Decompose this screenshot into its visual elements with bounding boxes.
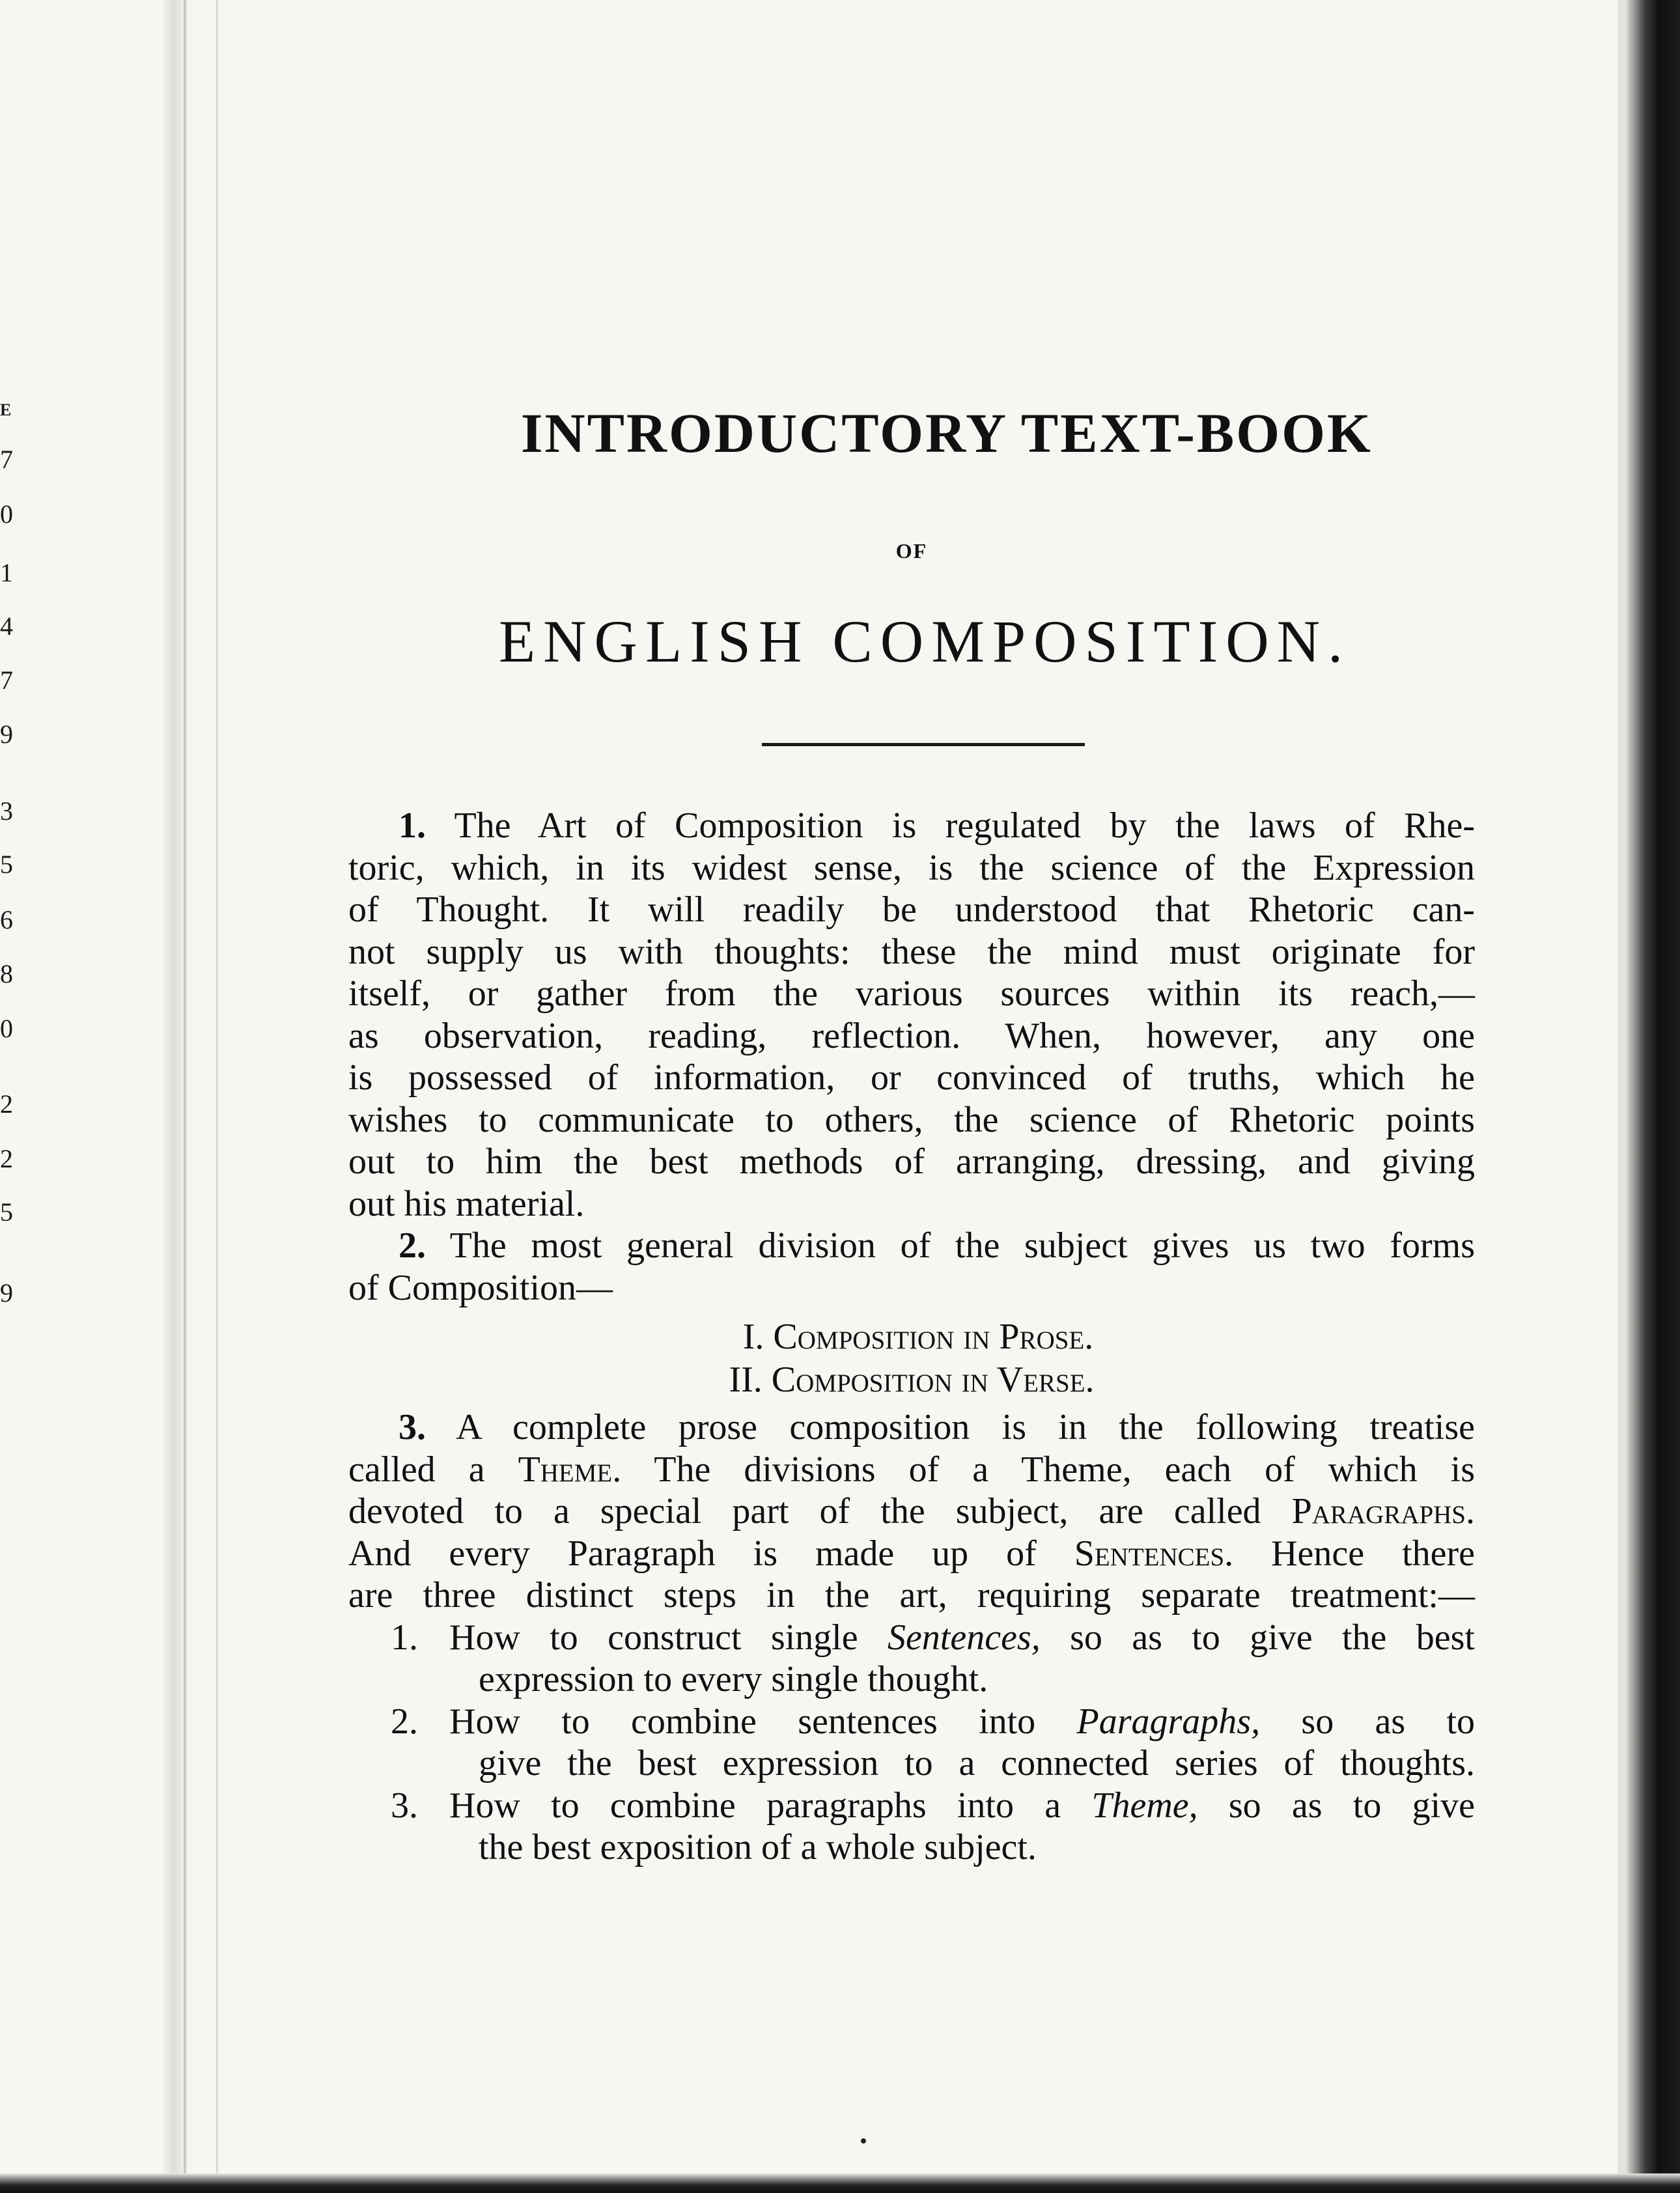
form-label: Composition in Prose. [773, 1317, 1094, 1357]
composition-forms [348, 1315, 1475, 1401]
line-text: so as to give [1197, 1785, 1475, 1826]
line-text: And every Paragraph is made up of [348, 1533, 1074, 1574]
fragment-char: 6 [0, 905, 13, 934]
term-emphasis: Paragraphs, [1076, 1701, 1261, 1742]
text-line [449, 1785, 1475, 1827]
text-line: wishes to communicate to others, the science of Rhetoric points [348, 1099, 1475, 1140]
title-rule [762, 743, 1085, 746]
term-emphasis: Sentences, [887, 1617, 1041, 1658]
text-line: give the best expression to a connected series of thoughts. [479, 1743, 1475, 1783]
body-text [348, 805, 1475, 1869]
term-emphasis: Theme, [1091, 1785, 1198, 1826]
fragment-char: 8 [0, 959, 13, 988]
form-item [348, 1315, 1475, 1358]
text-line: out his material. [348, 1183, 585, 1224]
line-text: . [1466, 1491, 1475, 1531]
paragraph-3 [348, 1406, 1475, 1617]
line-text: . Hence there [1224, 1533, 1475, 1574]
paragraph-number: 3. [399, 1407, 426, 1447]
text-line: as observation, reading, reflection. When, however, any one [348, 1015, 1475, 1056]
line-text: How to combine sentences into [449, 1701, 1077, 1742]
line-text: so as to [1260, 1701, 1476, 1742]
line-text: How to combine paragraphs into a [449, 1785, 1092, 1826]
fragment-char: 2 [0, 1089, 13, 1119]
fragment-char: 2 [0, 1144, 13, 1173]
book-subtitle: ENGLISH COMPOSITION. [498, 608, 1351, 675]
text-line: the best exposition of a whole subject. [479, 1827, 1037, 1867]
fragment-char: 5 [0, 850, 13, 879]
text-line [348, 1225, 1475, 1267]
line-text: A complete prose composition is in the following treatise [456, 1407, 1475, 1447]
text-line [348, 1490, 1475, 1533]
binding-line [184, 0, 186, 2193]
step-number: 1. [391, 1617, 418, 1658]
line-text: called a [348, 1449, 518, 1490]
form-number: II. [729, 1360, 763, 1400]
text-line: of Composition— [348, 1267, 613, 1308]
text-line [449, 1701, 1475, 1743]
fragment-char: 0 [0, 1014, 13, 1043]
paragraph-number: 2. [399, 1225, 426, 1266]
page-edge-right [1627, 0, 1680, 2193]
text-line [348, 805, 1475, 847]
fragment-char: 1 [0, 558, 13, 587]
step-item [348, 1701, 1475, 1785]
line-text: devoted to a special part of the subject, are called [348, 1491, 1292, 1531]
text-line: is possessed of information, or convinced of truths, which he [348, 1057, 1475, 1098]
fragment-char: 7 [0, 665, 13, 695]
fragment-char: 4 [0, 611, 13, 641]
text-line: out to him the best methods of arranging, dressing, and giving [348, 1141, 1475, 1182]
fragment-char: E [0, 400, 12, 419]
fragment-char: 7 [0, 445, 13, 474]
text-line: are three distinct steps in the art, requiring separate treatment:— [348, 1575, 1475, 1615]
binding-shadow [161, 0, 191, 2193]
step-number: 3. [391, 1785, 418, 1826]
form-label: Composition in Verse. [771, 1360, 1095, 1400]
binding-line-inner [216, 0, 218, 2193]
form-item [348, 1358, 1475, 1401]
term-paragraphs: Paragraphs [1291, 1491, 1466, 1531]
step-number: 2. [391, 1701, 418, 1742]
fragment-char: 9 [0, 1278, 13, 1307]
line-text: The Art of Composition is regulated by the laws of Rhe- [454, 805, 1475, 846]
fragment-char: 9 [0, 719, 13, 749]
title-connector: OF [895, 539, 928, 563]
page-edge-highlight [1617, 0, 1627, 2193]
fragment-char: 3 [0, 796, 13, 826]
term-theme: Theme [518, 1449, 613, 1490]
text-line [348, 1533, 1475, 1575]
step-item [348, 1617, 1475, 1701]
page-edge-bottom [0, 2173, 1680, 2193]
line-text: How to construct single [449, 1617, 888, 1658]
line-text: . The divisions of a Theme, each of which is [612, 1449, 1476, 1490]
term-sentences: Sentences [1074, 1533, 1225, 1574]
text-line: expression to every single thought. [479, 1659, 988, 1699]
form-number: I. [742, 1317, 764, 1357]
line-text: The most general division of the subject gives us two forms [449, 1225, 1475, 1266]
text-line: toric, which, in its widest sense, is the science of the Expression [348, 847, 1475, 888]
fragment-char: 5 [0, 1197, 13, 1227]
text-line [449, 1617, 1475, 1659]
text-line [348, 1449, 1475, 1491]
paragraph-1 [348, 805, 1475, 1225]
step-item [348, 1785, 1475, 1869]
paragraph-number: 1. [399, 805, 426, 846]
ink-speck [861, 2138, 866, 2144]
book-title: INTRODUCTORY TEXT-BOOK [521, 402, 1373, 464]
text-line: itself, or gather from the various sources within its reach,— [348, 973, 1475, 1014]
text-line: not supply us with thoughts: these the mind must originate for [348, 931, 1475, 972]
line-text: so as to give the best [1040, 1617, 1475, 1658]
paragraph-2 [348, 1225, 1475, 1309]
text-line: of Thought. It will readily be understood that Rhetoric can- [348, 889, 1475, 930]
text-line [348, 1406, 1475, 1449]
fragment-char: 0 [0, 499, 13, 529]
steps-list [348, 1617, 1475, 1869]
